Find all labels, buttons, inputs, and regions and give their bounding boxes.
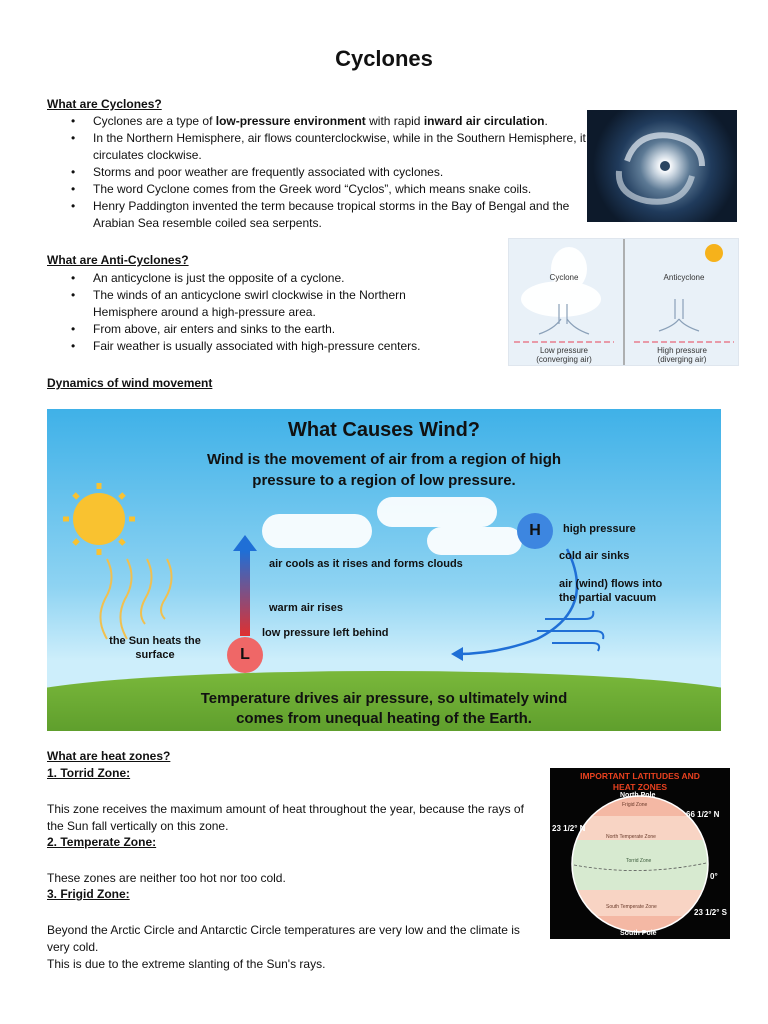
temperate-heading: 2. Temperate Zone:	[47, 835, 157, 849]
list-item: • Henry Paddington invented the term because tropical storms in the Bay of Bengal and the Arabian Sea resemble coiled sea serpents.	[47, 198, 587, 232]
wind-title: What Causes Wind?	[287, 419, 481, 441]
list-item: • From above, air enters and sinks to the earth.	[47, 321, 457, 338]
page-title: Cyclones	[335, 46, 433, 71]
wind-subtitle: Wind is the movement of air from a region of high pressure to a region of low pressure.	[206, 451, 562, 489]
torrid-heading: 1. Torrid Zone:	[47, 766, 131, 780]
low-pressure-marker: L	[227, 637, 263, 673]
equator-label: 0°	[710, 872, 718, 881]
cyclones-list	[47, 113, 587, 232]
latitudes-title: IMPORTANT LATITUDES AND HEAT ZONES	[580, 771, 700, 792]
warm-air-rises-label: warm air rises	[269, 602, 343, 614]
list-item: • Cyclones are a type of low-pressure environment with rapid inward air circulation.	[47, 113, 587, 130]
cold-air-sinks-label: cold air sinks	[559, 550, 630, 562]
north-temperate-label: North Temperate Zone	[606, 834, 656, 840]
anticyclones-list	[47, 270, 457, 355]
low-pressure-left-label: low pressure left behind	[262, 627, 389, 639]
wind-footer: Temperature drives air pressure, so ultimately wind comes from unequal heating of the Earth.	[200, 690, 568, 727]
anticyclones-heading: What are Anti-Cyclones?	[47, 253, 189, 267]
cyclone-satellite-image	[587, 110, 737, 222]
list-item: • The winds of an anticyclone swirl clockwise in the Northern Hemisphere around a high-pressure area.	[47, 287, 457, 321]
lat-23s-label: 23 1/2° S	[694, 908, 727, 917]
frigid-heading: 3. Frigid Zone:	[47, 887, 130, 901]
latitudes-diagram	[550, 768, 730, 939]
frigid-zone-label: Frigid Zone	[622, 802, 648, 808]
list-item: • The word Cyclone comes from the Greek word “Cyclos”, which means snake coils.	[47, 181, 587, 198]
anticyclone-label: Anticyclone	[663, 273, 705, 282]
sun-heats-label: the Sun heats the surface	[109, 635, 201, 661]
list-item: • In the Northern Hemisphere, air flows counterclockwise, while in the Southern Hemisphere, it circulates clockwise.	[47, 130, 587, 164]
wind-flows-label: air (wind) flows into the partial vacuum	[559, 578, 663, 604]
frigid-text-2: This is due to the extreme slanting of the Sun's rays.	[47, 957, 326, 971]
cyclone-anticyclone-diagram	[508, 238, 739, 366]
wind-diagram	[47, 409, 721, 731]
cyclones-heading: What are Cyclones?	[47, 97, 162, 111]
south-temperate-label: South Temperate Zone	[606, 904, 657, 910]
lat-66-label: 66 1/2° N	[686, 810, 720, 819]
temperate-text: These zones are neither too hot nor too cold.	[47, 871, 286, 885]
list-item: • Fair weather is usually associated with high-pressure centers.	[47, 338, 457, 355]
torrid-text: This zone receives the maximum amount of heat throughout the year, because the rays of the Sun fall vertically on this zone.	[47, 802, 524, 833]
torrid-zone-label: Torrid Zone	[626, 858, 652, 864]
list-item: • An anticyclone is just the opposite of a cyclone.	[47, 270, 457, 287]
heat-zones-heading: What are heat zones?	[47, 749, 171, 763]
wind-arrows	[47, 409, 721, 731]
air-cools-label: air cools as it rises and forms clouds	[269, 558, 463, 570]
south-pole-label: South Pole	[620, 930, 657, 937]
low-pressure-caption: Low pressure (converging air)	[536, 346, 592, 364]
cyclone-label: Cyclone	[549, 273, 579, 282]
lat-23n-label: 23 1/2° N	[552, 824, 586, 833]
high-pressure-caption: High pressure (diverging air)	[657, 346, 707, 364]
high-pressure-marker: H	[517, 513, 553, 549]
list-item: • Storms and poor weather are frequently associated with cyclones.	[47, 164, 587, 181]
high-pressure-label: high pressure	[563, 523, 636, 535]
frigid-text-1: Beyond the Arctic Circle and Antarctic Circle temperatures are very low and the climate is very cold.	[47, 923, 520, 954]
north-pole-label: North Pole	[620, 792, 656, 799]
dynamics-heading: Dynamics of wind movement	[47, 376, 213, 390]
